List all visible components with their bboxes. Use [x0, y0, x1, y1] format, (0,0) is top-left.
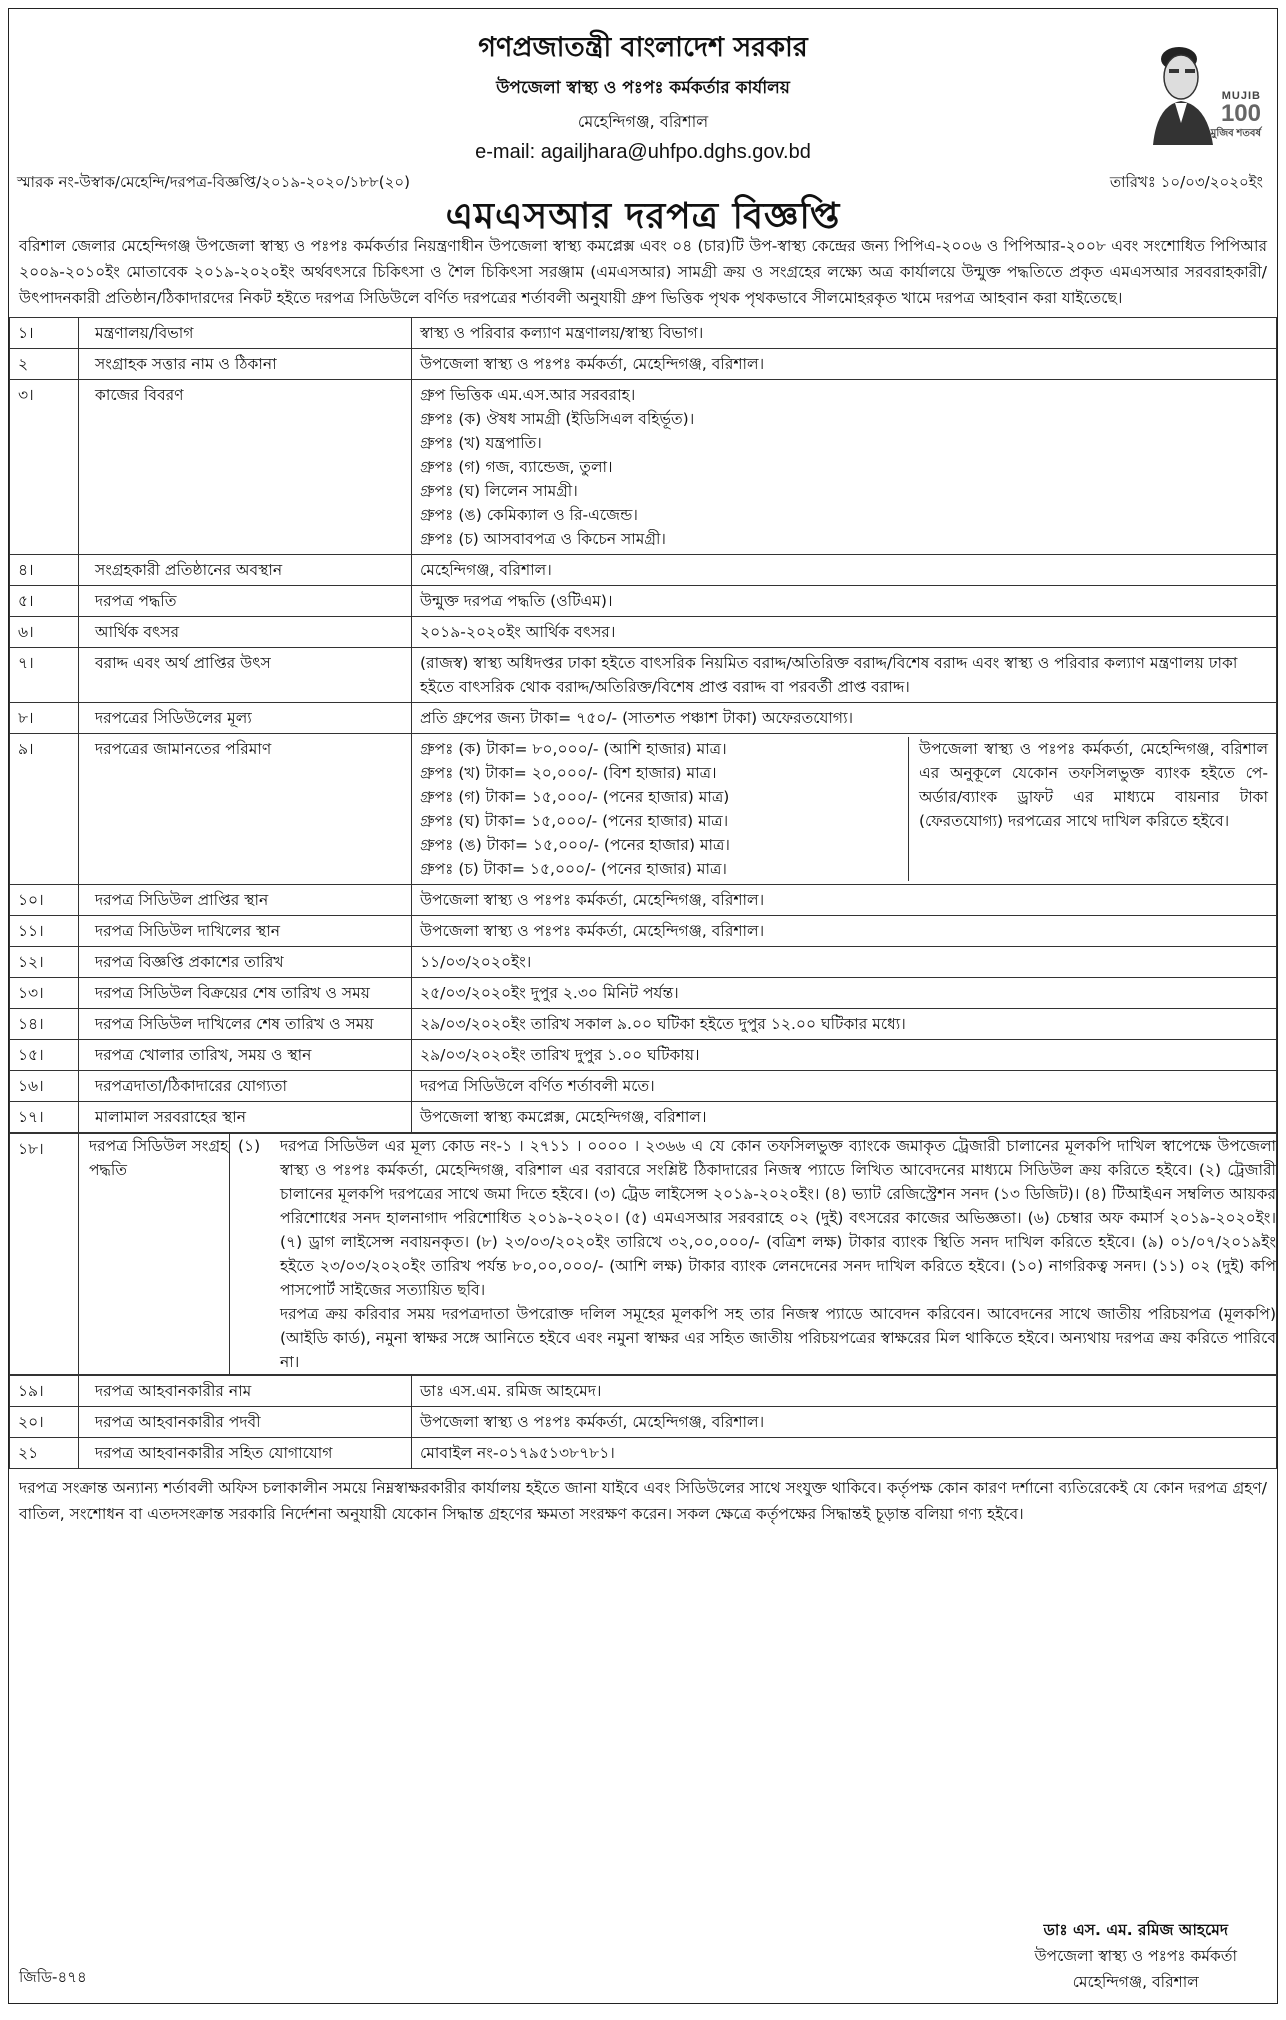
row-value: উপজেলা স্বাস্থ্য কমপ্লেক্স, মেহেন্দিগঞ্জ, বরিশাল।	[412, 1102, 1277, 1133]
row-label: দরপত্র খোলার তারিখ, সময় ও স্থান	[79, 1040, 412, 1071]
table-row	[10, 555, 1277, 586]
row-number: ১১।	[10, 916, 79, 947]
tender-row-18-table	[9, 1133, 1277, 1375]
table-row	[10, 978, 1277, 1009]
table-row	[10, 1009, 1277, 1040]
row-label: দরপত্র পদ্ধতি	[79, 586, 412, 617]
tender-contact-table	[9, 1375, 1277, 1469]
row-label: দরপত্র সিডিউল দাখিলের শেষ তারিখ ও সময়	[79, 1009, 412, 1040]
row-number: ১৬।	[10, 1071, 79, 1102]
row-label: আর্থিক বৎসর	[79, 617, 412, 648]
list-item: গ্রুপঃ (চ) আসবাবপত্র ও কিচেন সামগ্রী।	[420, 530, 666, 548]
list-item: গ্রুপঃ (ঙ) কেমিক্যাল ও রি-এজেন্ড।	[420, 506, 638, 524]
mujib-100-logo	[1135, 27, 1263, 147]
row-label: দরপত্র বিজ্ঞপ্তি প্রকাশের তারিখ	[79, 947, 412, 978]
row-value: স্বাস্থ্য ও পরিবার কল্যাণ মন্ত্রণালয়/স্বাস্থ্য বিভাগ।	[412, 318, 1277, 349]
row-number: ৮।	[10, 703, 79, 734]
table-row	[10, 648, 1277, 703]
table-row	[10, 318, 1277, 349]
row-label: দরপত্র সিডিউল প্রাপ্তির স্থান	[79, 885, 412, 916]
table-row	[10, 885, 1277, 916]
table-row	[10, 947, 1277, 978]
row-number: ১৮।	[10, 1134, 79, 1375]
table-row	[10, 1071, 1277, 1102]
list-item: গ্রুপ ভিত্তিক এম.এস.আর সরবরাহ।	[420, 386, 636, 404]
row-label: মন্ত্রণালয়/বিভাগ	[79, 318, 412, 349]
row-number: ১২।	[10, 947, 79, 978]
list-item: গ্রুপঃ (গ) টাকা= ১৫,০০০/- (পনের হাজার) মাত্র)	[420, 788, 730, 806]
list-item: গ্রুপঃ (ক) টাকা= ৮০,০০০/- (আশি হাজার) মাত্র।	[420, 740, 727, 758]
row-label: দরপত্র সিডিউল বিক্রয়ের শেষ তারিখ ও সময়	[79, 978, 412, 1009]
row-label: দরপত্র সিডিউল দাখিলের স্থান	[79, 916, 412, 947]
row-number: ৪।	[10, 555, 79, 586]
table-row	[10, 1040, 1277, 1071]
list-item: গ্রুপঃ (ঘ) লিলেন সামগ্রী।	[420, 482, 578, 500]
list-item: গ্রুপঃ (খ) যন্ত্রপাতি।	[420, 434, 542, 452]
collection-note: দরপত্র ক্রয় করিবার সময় দরপত্রদাতা উপরোক্ত দলিল সমূহের মূলকপি সহ তার নিজস্ব প্যাডে আবেদন করিবেন। আবেদনের সাথে জাতীয় পরিচয়পত্র (মূলকপি) (আইডি কার্ড), নমুনা স্বাক্ষর সঙ্গে আনিতে হইবে এবং নমুনা স্বাক্ষর এর সহিত জাতীয় পরিচয়পত্রের স্বাক্ষরের মিল থাকিতে হইবে। অন্যথায় দরপত্র ক্রয় করিতে পারিবে না।	[280, 1305, 1276, 1371]
table-row	[10, 1438, 1277, 1469]
row-label: কাজের বিবরণ	[79, 380, 412, 555]
tender-details-table	[9, 317, 1277, 1133]
row-number: ১৪।	[10, 1009, 79, 1040]
row-number: ১৯।	[10, 1376, 79, 1407]
table-row	[10, 617, 1277, 648]
intro-paragraph: বরিশাল জেলার মেহেন্দিগঞ্জ উপজেলা স্বাস্থ্য ও পঃপঃ কর্মকর্তার নিয়ন্ত্রণাধীন উপজেলা স্বাস্থ্য কমপ্লেক্স এবং ০৪ (চার)টি উপ-স্বাস্থ্য কেন্দ্রের জন্য পিপিএ-২০০৬ ও পিপিআর-২০০৮ এবং সংশোধিত পিপিআর ২০০৯-২০১০ইং মোতাবেক ২০১৯-২০২০ইং অর্থবৎসরে চিকিৎসা ও শৈল চিকিৎসা সরঞ্জাম (এমএসআর) সামগ্রী ক্রয় ও সংগ্রহের লক্ষ্যে অত্র কার্যালয়ে উন্মুক্ত পদ্ধতিতে প্রকৃত এমএসআর সরবরাহকারী/উৎপাদনকারী প্রতিষ্ঠান/ঠিকাদারদের নিকট হইতে দরপত্র সিডিউলে বর্ণিত দরপত্রের শর্তাবলী অনুযায়ী গ্রুপ ভিত্তিক পৃথক পৃথকভাবে সীলমোহরকৃত খামে দরপত্র আহবান করা যাইতেছে।	[19, 237, 1267, 307]
row-number: ৯।	[10, 734, 79, 885]
office-name: উপজেলা স্বাস্থ্য ও পঃপঃ কর্মকর্তার কার্যালয়	[496, 78, 790, 98]
row-number: ৫।	[10, 586, 79, 617]
table-row	[10, 1102, 1277, 1133]
row-number: ১।	[10, 318, 79, 349]
table-row	[10, 703, 1277, 734]
table-row	[10, 380, 1277, 555]
row-number: ১৫।	[10, 1040, 79, 1071]
table-row	[10, 586, 1277, 617]
list-item: গ্রুপঃ (ঙ) টাকা= ১৫,০০০/- (পনের হাজার) মাত্র।	[420, 836, 730, 854]
row-value: ডাঃ এস.এম. রমিজ আহমেদ।	[412, 1376, 1277, 1407]
row-number: ১৭।	[10, 1102, 79, 1133]
row-value: (রাজস্ব) স্বাস্থ্য অধিদপ্তর ঢাকা হইতে বাৎসরিক নিয়মিত বরাদ্দ/অতিরিক্ত বরাদ্দ/বিশেষ বরাদ্দ এবং স্বাস্থ্য ও পরিবার কল্যাণ মন্ত্রণালয় ঢাকা হইতে বাৎসরিক থোক বরাদ্দ/অতিরিক্ত/বিশেষ প্রাপ্ত বরাদ্দ বা পরবর্তী প্রাপ্ত বরাদ্দ।	[412, 648, 1277, 703]
office-email: e-mail: agailjhara@uhfpo.dghs.gov.bd	[475, 141, 811, 163]
notice-date: তারিখঃ ১০/০৩/২০২০ইং	[1109, 173, 1263, 191]
row-value	[412, 380, 1277, 555]
table-row	[10, 916, 1277, 947]
signature-block	[1034, 1917, 1237, 1995]
row-value: দরপত্র সিডিউলে বর্ণিত শর্তাবলী মতে।	[412, 1071, 1277, 1102]
row-value: উন্মুক্ত দরপত্র পদ্ধতি (ওটিএম)।	[412, 586, 1277, 617]
row-number: ১০।	[10, 885, 79, 916]
row-value: প্রতি গ্রুপের জন্য টাকা= ৭৫০/- (সাতশত পঞ্চাশ টাকা) অফেরতযোগ্য।	[412, 703, 1277, 734]
signatory-name: ডাঃ এস. এম. রমিজ আহমেদ	[1043, 1921, 1229, 1939]
item-number: (১)	[238, 1137, 261, 1155]
row-number: ২	[10, 349, 79, 380]
signatory-designation: উপজেলা স্বাস্থ্য ও পঃপঃ কর্মকর্তা	[1034, 1947, 1237, 1965]
row-value: ২৯/০৩/২০২০ইং তারিখ দুপুর ১.০০ ঘটিকায়।	[412, 1040, 1277, 1071]
list-item: গ্রুপঃ (গ) গজ, ব্যান্ডেজ, তুলা।	[420, 458, 613, 476]
header	[9, 9, 1277, 237]
row-label: দরপত্র আহবানকারীর নাম	[79, 1376, 412, 1407]
row-value: ২৯/০৩/২০২০ইং তারিখ সকাল ৯.০০ ঘটিকা হইতে দুপুর ১২.০০ ঘটিকার মধ্যে।	[412, 1009, 1277, 1040]
footer-paragraph: দরপত্র সংক্রান্ত অন্যান্য শর্তাবলী অফিস চলাকালীন সময়ে নিম্নস্বাক্ষরকারীর কার্যালয় হইতে জানা যাইবে এবং সিডিউলের সাথে সংযুক্ত থাকিবে। কর্তৃপক্ষ কোন কারণ দর্শানো ব্যতিরেকেই যে কোন দরপত্র গ্রহণ/বাতিল, সংশোধন বা এতদসংক্রান্ত সরকারি নির্দেশনা অনুযায়ী যেকোন সিদ্ধান্ত গ্রহণের ক্ষমতা সংরক্ষণ করেন। সকল ক্ষেত্রে কর্তৃপক্ষের সিদ্ধান্তই চূড়ান্ত বলিয়া গণ্য হইবে।	[19, 1479, 1267, 1523]
list-item: গ্রুপঃ (খ) টাকা= ২০,০০০/- (বিশ হাজার) মাত্র।	[420, 764, 717, 782]
notice-title: এমএসআর দরপত্র বিজ্ঞপ্তি	[445, 196, 841, 237]
row-label: দরপত্র আহবানকারীর সহিত যোগাযোগ	[79, 1438, 412, 1469]
row-number: ২১	[10, 1438, 79, 1469]
list-item: গ্রুপঃ (ঘ) টাকা= ১৫,০০০/- (পনের হাজার) মাত্র।	[420, 812, 729, 830]
row-value: মোবাইল নং-০১৭৯৫১৩৮৭৮১।	[412, 1438, 1277, 1469]
row-value: ১১/০৩/২০২০ইং।	[412, 947, 1277, 978]
table-row	[10, 1134, 1277, 1375]
logo-text: MUJIB 100 মুজিব শতবর্ষ	[1210, 90, 1261, 139]
table-row	[10, 1407, 1277, 1438]
table-row	[10, 734, 1277, 885]
row-number: ৭।	[10, 648, 79, 703]
row-number: ২০।	[10, 1407, 79, 1438]
row-label: দরপত্রের জামানতের পরিমাণ	[79, 734, 412, 885]
office-location: মেহেন্দিগঞ্জ, বরিশাল	[577, 112, 709, 131]
row-value: উপজেলা স্বাস্থ্য ও পঃপঃ কর্মকর্তা, মেহেন্দিগঞ্জ, বরিশাল।	[412, 885, 1277, 916]
row-number: ৩।	[10, 380, 79, 555]
row-value: উপজেলা স্বাস্থ্য ও পঃপঃ কর্মকর্তা, মেহেন্দিগঞ্জ, বরিশাল।	[412, 1407, 1277, 1438]
row-number: ৬।	[10, 617, 79, 648]
row-label: সংগ্রাহক সত্তার নাম ও ঠিকানা	[79, 349, 412, 380]
government-title: গণপ্রজাতন্ত্রী বাংলাদেশ সরকার	[478, 32, 808, 63]
list-item: গ্রুপঃ (ক) ঔষধ সামগ্রী (ইডিসিএল বহির্ভূত)।	[420, 410, 695, 428]
row-label: মালামাল সরবরাহের স্থান	[79, 1102, 412, 1133]
row-label: দরপত্র সিডিউল সংগ্রহ পদ্ধতি	[79, 1134, 230, 1374]
gd-number: জিডি-৪৭৪	[19, 1968, 87, 1986]
row-label: বরাদ্দ এবং অর্থ প্রাপ্তির উৎস	[79, 648, 412, 703]
row-label: দরপত্র আহবানকারীর পদবী	[79, 1407, 412, 1438]
tender-notice-page	[8, 8, 1278, 2004]
row-label: দরপত্রদাতা/ঠিকাদারের যোগ্যতা	[79, 1071, 412, 1102]
row-value: ২০১৯-২০২০ইং আর্থিক বৎসর।	[412, 617, 1277, 648]
list-item: গ্রুপঃ (চ) টাকা= ১৫,০০০/- (পনের হাজার) মাত্র।	[420, 860, 727, 878]
table-row	[10, 349, 1277, 380]
memo-number: স্মারক নং-উস্বাক/মেহেন্দি/দরপত্র-বিজ্ঞপ্তি/২০১৯-২০২০/১৮৮(২০)	[17, 173, 410, 191]
row-value: মেহেন্দিগঞ্জ, বরিশাল।	[412, 555, 1277, 586]
row-value: উপজেলা স্বাস্থ্য ও পঃপঃ কর্মকর্তা, মেহেন্দিগঞ্জ, বরিশাল।	[412, 349, 1277, 380]
payment-note: উপজেলা স্বাস্থ্য ও পঃপঃ কর্মকর্তা, মেহেন্দিগঞ্জ, বরিশাল এর অনুকূলে যেকোন তফসিলভুক্ত ব্যাংক হইতে পে-অর্ডার/ব্যাংক ড্রাফট এর মাধ্যমে বায়নার টাকা (ফেরতযোগ্য) দরপত্রের সাথে দাখিল করিতে হইবে।	[919, 740, 1268, 830]
row-value: ২৫/০৩/২০২০ইং দুপুর ২.৩০ মিনিট পর্যন্ত।	[412, 978, 1277, 1009]
table-row	[10, 1376, 1277, 1407]
row-value: উপজেলা স্বাস্থ্য ও পঃপঃ কর্মকর্তা, মেহেন্দিগঞ্জ, বরিশাল।	[412, 916, 1277, 947]
row-label: সংগ্রহকারী প্রতিষ্ঠানের অবস্থান	[79, 555, 412, 586]
row-number: ১৩।	[10, 978, 79, 1009]
signatory-place: মেহেন্দিগঞ্জ, বরিশাল	[1072, 1973, 1199, 1991]
row-label: দরপত্রের সিডিউলের মূল্য	[79, 703, 412, 734]
row-value	[412, 734, 1277, 885]
collection-conditions: দরপত্র সিডিউল এর মূল্য কোড নং-১ । ২৭১১ । ০০০০ । ২৩৬৬ এ যে কোন তফসিলভুক্ত ব্যাংকে জমাকৃত ট্রেজারী চালানের মূলকপি দাখিল স্বাপেক্ষে উপজেলা স্বাস্থ্য ও পঃপঃ কর্মকর্তা, মেহেন্দিগঞ্জ, বরিশাল এর বরাবরে সংশ্লিষ্ট ঠিকাদারের নিজস্ব প্যাডে লিখিত আবেদনের মাধ্যমে সিডিউল ক্রয় করিতে হইবে। (২) ট্রেজারী চালানের মূলকপি দরপত্রের সাথে জমা দিতে হইবে। (৩) ট্রেড লাইসেন্স ২০১৯-২০২০ইং। (৪) ভ্যাট রেজিস্ট্রেশন সনদ (১৩ ডিজিট)। (৪) টিআইএন সম্বলিত আয়কর পরিশোধের সনদ হালনাগাদ পরিশোধিত ২০১৯-২০২০। (৫) এমএসআর সরবরাহে ০২ (দুই) বৎসরের কাজের অভিজ্ঞতা। (৬) চেম্বার অফ কমার্স ২০১৯-২০২০ইং। (৭) ড্রাগ লাইসেন্স নবায়নকৃত। (৮) ২৩/০৩/২০২০ইং তারিখে ৩২,০০,০০০/- (বত্রিশ লক্ষ) টাকার ব্যাংক স্থিতি সনদ দাখিল করিতে হইবে। (৯) ০১/০৭/২০১৯ইং হইতে ২৩/০৩/২০২০ইং তারিখ পর্যন্ত ৮০,০০,০০০/- (আশি লক্ষ) টাকার ব্যাংক লেনদেনের সনদ দাখিল করিতে হইবে। (১০) নাগরিকত্ব সনদ। (১১) ০২ (দুই) কপি পাসপোর্ট সাইজের সত্যায়িত ছবি।	[280, 1137, 1276, 1299]
